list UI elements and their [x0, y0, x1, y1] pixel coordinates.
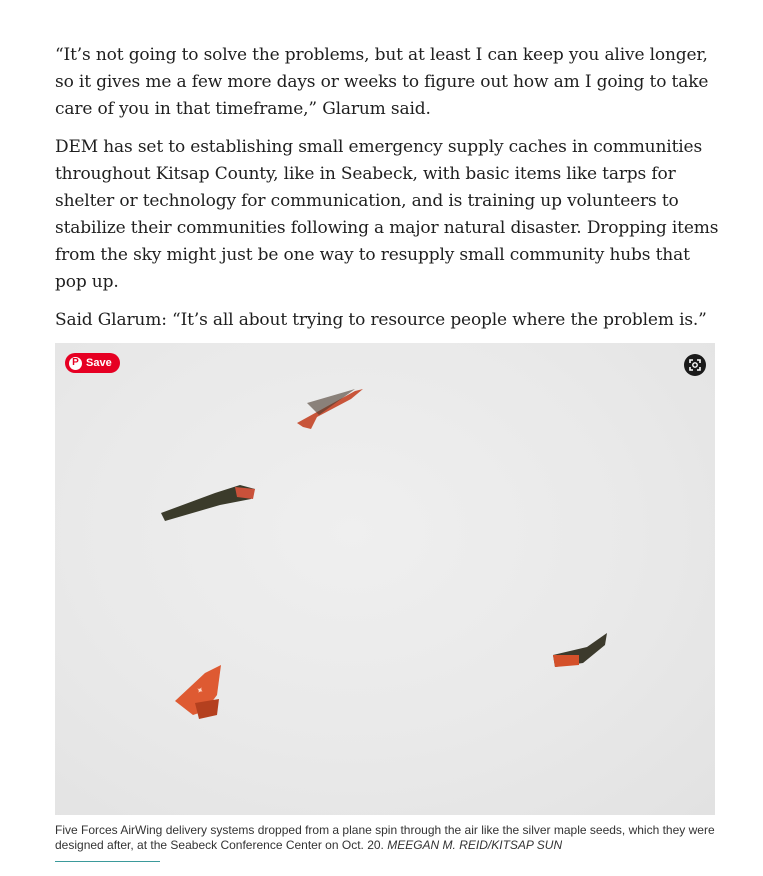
- article-photo: [55, 343, 715, 815]
- airwing-photo-illustration: [55, 343, 715, 815]
- photo-credit: MEEGAN M. REID/KITSAP SUN: [387, 838, 563, 852]
- article-paragraph: “It’s not going to solve the problems, but at least I can keep you alive longer, so it gives me a few more days or weeks to figure out how am I going to take care of you in that timeframe,” Glarum said.: [55, 45, 709, 119]
- airwing-drone-3: [553, 633, 607, 667]
- photo-caption: [55, 823, 715, 853]
- pinterest-save-button[interactable]: [65, 353, 120, 373]
- airwing-drone-1: [297, 389, 363, 429]
- pinterest-icon: P: [69, 357, 82, 370]
- airwing-drone-4: [175, 665, 221, 719]
- article-paragraph: DEM has set to establishing small emergency supply caches in communities throughout Kitsap County, like in Seabeck, with basic items like tarps for shelter or technology for communication, and is training up volunteers to stabilize their communities following a major natural disaster. Dropping items from the sky might just be one way to resupply small community hubs that pop up.: [55, 137, 719, 292]
- article-paragraph: Said Glarum: “It’s all about trying to resource people where the problem is.”: [55, 310, 707, 330]
- svg-text:✦: ✦: [194, 684, 207, 696]
- airwing-drone-2: [161, 485, 255, 521]
- save-label: Save: [86, 357, 112, 369]
- caption-text: Five Forces AirWing delivery systems dropped from a plane spin through the air like the silver maple seeds, which they were designed after, at the Seabeck Conference Center on Oct. 20.: [55, 823, 715, 852]
- caption-divider: [55, 861, 160, 862]
- expand-icon: [684, 354, 706, 376]
- article-body: [55, 42, 720, 345]
- expand-button[interactable]: [684, 354, 706, 376]
